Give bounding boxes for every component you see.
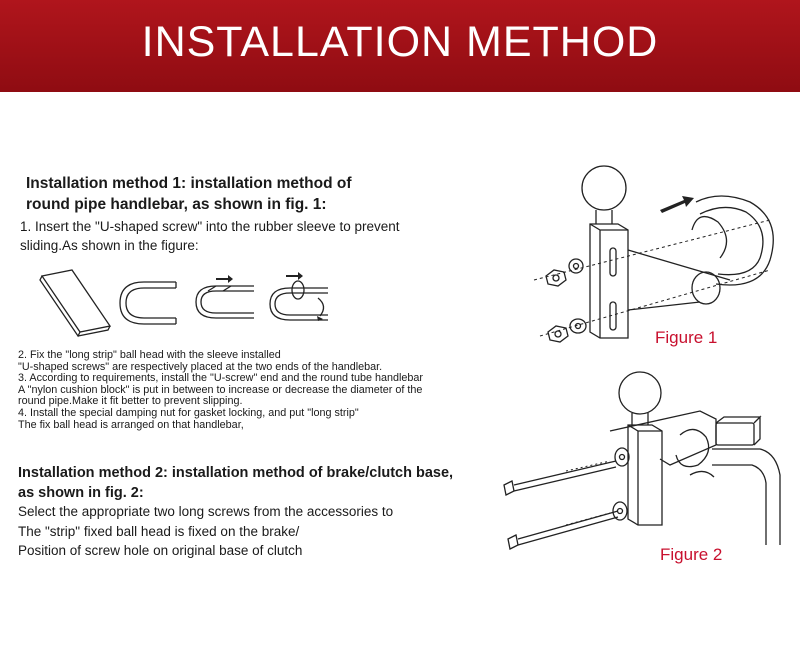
method1-step-line: 2. Fix the "long strip" ball head with the sleeve installed bbox=[18, 349, 281, 361]
figure2-label: Figure 2 bbox=[660, 545, 723, 564]
method1-step1-line2: sliding.As shown in the figure: bbox=[20, 238, 199, 253]
figure2-illustration bbox=[490, 365, 790, 550]
method2-body bbox=[18, 502, 448, 561]
method1-step-line: round pipe.Make it fit better to prevent slipping. bbox=[18, 395, 243, 408]
method1-step-line: The fix ball head is arranged on that handlebar, bbox=[18, 418, 244, 431]
method2-heading-line1: Installation method 2: installation method of brake/clutch base, bbox=[18, 465, 454, 481]
method1-heading-line1: Installation method 1: installation method of bbox=[26, 175, 352, 192]
method1-heading bbox=[26, 173, 426, 215]
method2-line: Select the appropriate two long screws from the accessories to bbox=[18, 504, 394, 519]
method2-line: The "strip" fixed ball head is fixed on the brake/ bbox=[18, 523, 300, 539]
method1-step1 bbox=[20, 217, 450, 255]
method2-heading bbox=[18, 463, 488, 503]
u-screw-steps-illustration bbox=[36, 262, 336, 342]
method2-line: Position of screw hole on original base of clutch bbox=[18, 543, 303, 558]
method2-heading-line2: as shown in fig. 2: bbox=[18, 485, 144, 501]
figure1-label: Figure 1 bbox=[655, 328, 718, 347]
page-title: INSTALLATION METHOD bbox=[141, 18, 659, 66]
method1-heading-line2: round pipe handlebar, as shown in fig. 1: bbox=[26, 196, 327, 213]
method1-step-line: A "nylon cushion block" is put in between to increase or decrease the diameter of the bbox=[18, 383, 423, 396]
header-banner bbox=[0, 0, 800, 92]
method1-step-line: "U-shaped screws" are respectively placed at the two ends of the handlebar. bbox=[18, 360, 383, 373]
method1-step-line: 3. According to requirements, install the "U-screw" end and the round tube handlebar bbox=[18, 372, 423, 385]
method1-steps bbox=[18, 350, 468, 431]
method1-step-line: 4. Install the special damping nut for gasket locking, and put "long strip" bbox=[18, 406, 359, 419]
method1-step1-line1: 1. Insert the "U-shaped screw" into the rubber sleeve to prevent bbox=[20, 219, 400, 234]
